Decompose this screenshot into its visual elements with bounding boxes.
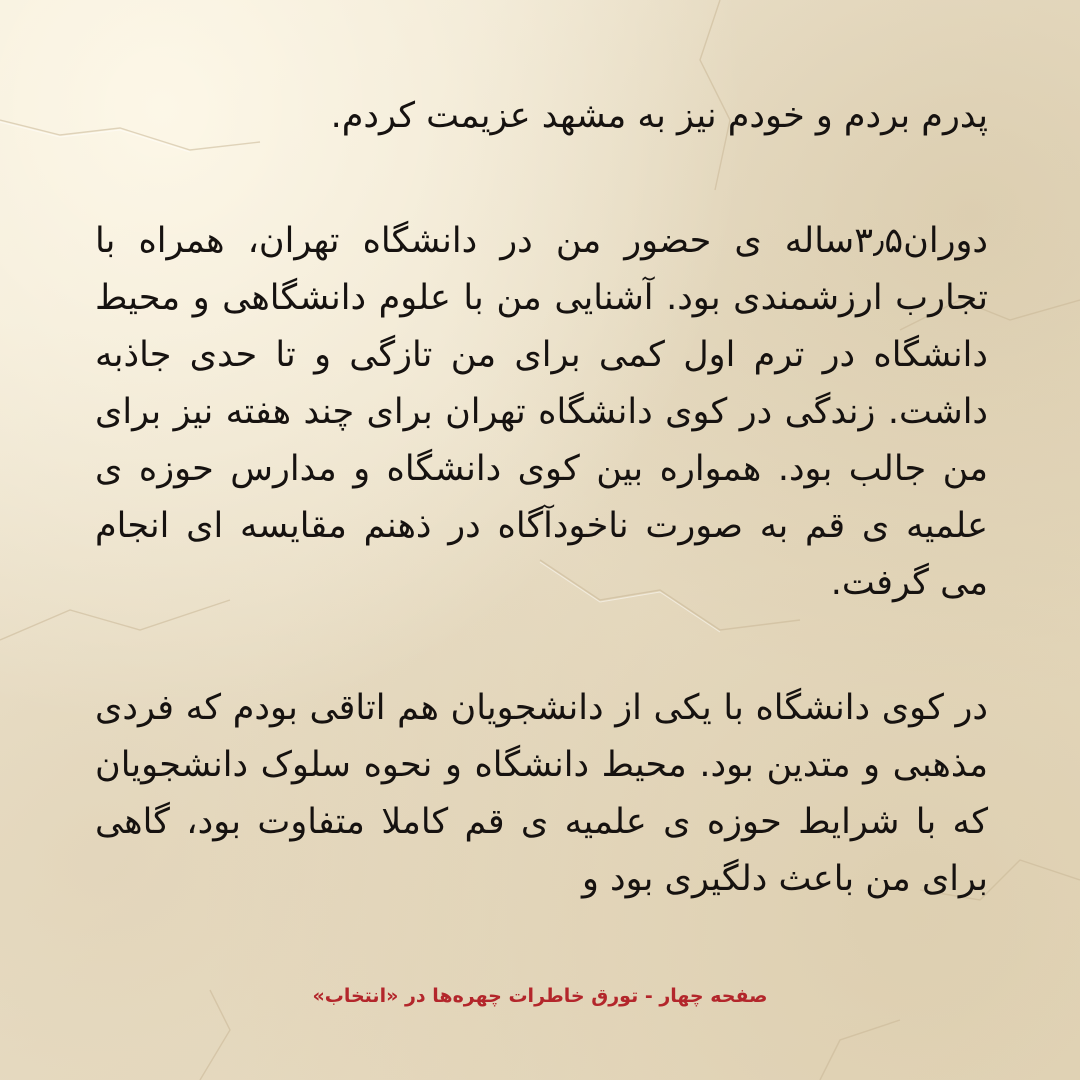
paragraph-1: پدرم بردم و خودم نیز به مشهد عزیمت کردم. [330,96,988,136]
paragraph-2: دوران۳٫۵ساله ی حضور من در دانشگاه تهران، همراه با تجارب ارزشمندی بود. آشنایی من با علوم دانشگاهی و محیط دانشگاه در ترم اول کمی برای من تازگی و تا حدی جاذبه داشت. زندگی در کوی دانشگاه تهران برای چند هفته نیز برای من جالب بود. همواره بین کوی دانشگاه و مدارس حوزه ی علمیه ی قم به صورت ناخودآگاه در ذهنم مقایسه ای انجام می گرفت. [95,221,988,603]
document-body [95,88,988,988]
paragraph-gap [95,145,988,213]
page-footer: صفحه چهار - تورق خاطرات چهره‌ها در «انتخاب» [312,985,768,1007]
paragraph-gap [95,612,988,680]
paragraph-3: در کوی دانشگاه با یکی از دانشجویان هم اتاقی بودم که فردی مذهبی و متدین بود. محیط دانشگاه و نحوه سلوک دانشجویان که با شرایط حوزه ی علمیه ی قم کاملا متفاوت بود، گاهی برای من باعث دلگیری بود و [95,688,988,899]
